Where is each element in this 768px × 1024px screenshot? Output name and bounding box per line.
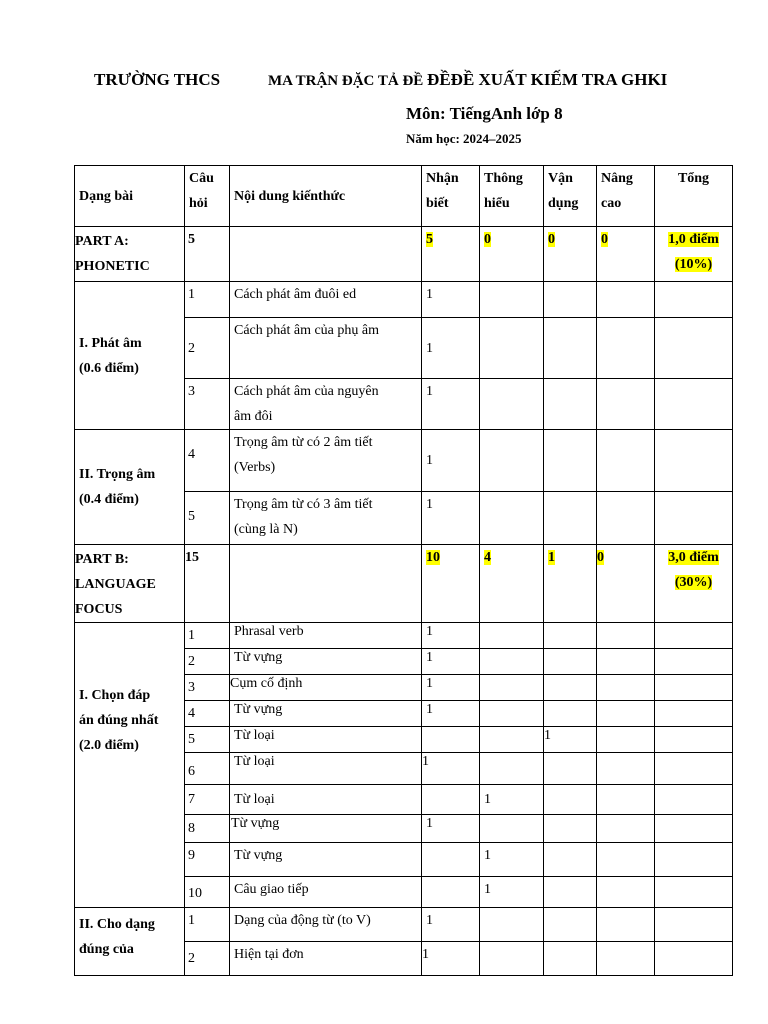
recognition-value: 1 <box>422 701 480 727</box>
header-total: Tổng <box>655 166 733 227</box>
recognition-value: 1 <box>422 430 480 492</box>
understanding-value <box>480 753 544 785</box>
question-content: Từ vựng <box>230 815 422 843</box>
question-number: 5 <box>185 727 230 753</box>
document-title <box>268 70 667 90</box>
table-row <box>75 908 733 942</box>
recognition-value: 1 <box>422 492 480 545</box>
header-row <box>75 166 733 227</box>
application-value <box>544 623 597 649</box>
question-content: Từ vựng <box>230 701 422 727</box>
recognition-value: 1 <box>422 318 480 379</box>
header-type: Dạng bài <box>75 166 185 227</box>
question-number: 2 <box>185 649 230 675</box>
section-a2-name: II. Trọng âm (0.4 điểm) <box>75 430 185 545</box>
question-content: Cách phát âm đuôi ed <box>230 282 422 318</box>
part-b-vd: 1 <box>544 545 597 623</box>
question-number: 8 <box>185 815 230 843</box>
recognition-value: 1 <box>422 282 480 318</box>
understanding-value <box>480 701 544 727</box>
recognition-value: 1 <box>422 379 480 430</box>
understanding-value <box>480 727 544 753</box>
part-a-vdc: 0 <box>597 227 655 282</box>
part-b-name: PART B: LANGUAGE FOCUS <box>75 545 185 623</box>
question-number: 1 <box>185 908 230 942</box>
question-content: Cách phát âm của nguyên âm đôi <box>230 379 422 430</box>
application-value: 1 <box>544 727 597 753</box>
question-content: Từ loại <box>230 785 422 815</box>
question-number: 7 <box>185 785 230 815</box>
question-number: 6 <box>185 753 230 785</box>
application-value <box>544 877 597 908</box>
section-b2-name: II. Cho dạng đúng của <box>75 908 185 976</box>
question-content: Câu giao tiếp <box>230 877 422 908</box>
table-row <box>75 623 733 649</box>
header-application: Vận dụng <box>544 166 597 227</box>
part-a-total: 1,0 điểm (10%) <box>655 227 733 282</box>
question-content: Từ loại <box>230 753 422 785</box>
question-number: 3 <box>185 379 230 430</box>
title-main: ĐỀĐỀ XUẤT KIẾM TRA GHKI <box>427 70 668 89</box>
table-row <box>75 430 733 492</box>
header-advanced: Nâng cao <box>597 166 655 227</box>
question-content: Trọng âm từ có 3 âm tiết (cùng là N) <box>230 492 422 545</box>
application-value <box>544 701 597 727</box>
application-value <box>544 785 597 815</box>
question-content: Dạng của động từ (to V) <box>230 908 422 942</box>
question-number: 2 <box>185 318 230 379</box>
recognition-value <box>422 785 480 815</box>
part-b-row <box>75 545 733 623</box>
question-content: Hiện tại đơn <box>230 942 422 976</box>
application-value <box>544 753 597 785</box>
question-number: 1 <box>185 623 230 649</box>
question-number: 2 <box>185 942 230 976</box>
table-row <box>75 282 733 318</box>
header-recognition: Nhận biết <box>422 166 480 227</box>
header-content: Nội dung kiếnthức <box>230 166 422 227</box>
question-content: Phrasal verb <box>230 623 422 649</box>
part-a-th: 0 <box>480 227 544 282</box>
recognition-value: 1 <box>422 815 480 843</box>
recognition-value: 1 <box>422 649 480 675</box>
question-number: 4 <box>185 430 230 492</box>
recognition-value <box>422 727 480 753</box>
application-value <box>544 649 597 675</box>
part-a-content <box>230 227 422 282</box>
school-year: Năm học: 2024–2025 <box>406 131 522 146</box>
recognition-value <box>422 843 480 877</box>
recognition-value: 1 <box>422 675 480 701</box>
section-b1-name: I. Chọn đáp án đúng nhất (2.0 điểm) <box>75 623 185 908</box>
part-a-vd: 0 <box>544 227 597 282</box>
recognition-value: 1 <box>422 908 480 942</box>
title-prefix: MA TRẬN ĐẶC TẢ ĐỀ <box>268 73 424 89</box>
question-number: 10 <box>185 877 230 908</box>
understanding-value <box>480 649 544 675</box>
question-number: 5 <box>185 492 230 545</box>
question-content: Trọng âm từ có 2 âm tiết (Verbs) <box>230 430 422 492</box>
application-value <box>544 843 597 877</box>
part-b-total: 3,0 điểm (30%) <box>655 545 733 623</box>
question-content: Cụm cố định <box>230 675 422 701</box>
part-b-vdc: 0 <box>597 545 655 623</box>
question-content: Từ vựng <box>230 649 422 675</box>
part-a-nb: 5 <box>422 227 480 282</box>
part-b-th: 4 <box>480 545 544 623</box>
understanding-value <box>480 815 544 843</box>
understanding-value <box>480 623 544 649</box>
header-question: Câu hỏi <box>185 166 230 227</box>
understanding-value: 1 <box>480 785 544 815</box>
part-b-count: 15 <box>185 545 230 623</box>
header-understanding: Thông hiểu <box>480 166 544 227</box>
matrix-table <box>74 165 733 976</box>
section-a1-name: I. Phát âm (0.6 điểm) <box>75 282 185 430</box>
question-number: 9 <box>185 843 230 877</box>
part-a-count: 5 <box>185 227 230 282</box>
question-content: Cách phát âm của phụ âm <box>230 318 422 379</box>
recognition-value: 1 <box>422 753 480 785</box>
school-name: TRƯỜNG THCS <box>94 70 221 89</box>
part-b-content <box>230 545 422 623</box>
question-number: 3 <box>185 675 230 701</box>
question-number: 4 <box>185 701 230 727</box>
part-a-name: PART A: PHONETIC <box>75 227 185 282</box>
question-content: Từ loại <box>230 727 422 753</box>
understanding-value: 1 <box>480 877 544 908</box>
recognition-value: 1 <box>422 623 480 649</box>
recognition-value: 1 <box>422 942 480 976</box>
question-content: Từ vựng <box>230 843 422 877</box>
understanding-value: 1 <box>480 843 544 877</box>
understanding-value <box>480 675 544 701</box>
part-b-nb: 10 <box>422 545 480 623</box>
question-number: 1 <box>185 282 230 318</box>
application-value <box>544 675 597 701</box>
subject-line: Môn: TiếngAnh lớp 8 <box>406 104 563 123</box>
recognition-value <box>422 877 480 908</box>
part-a-row <box>75 227 733 282</box>
application-value <box>544 815 597 843</box>
